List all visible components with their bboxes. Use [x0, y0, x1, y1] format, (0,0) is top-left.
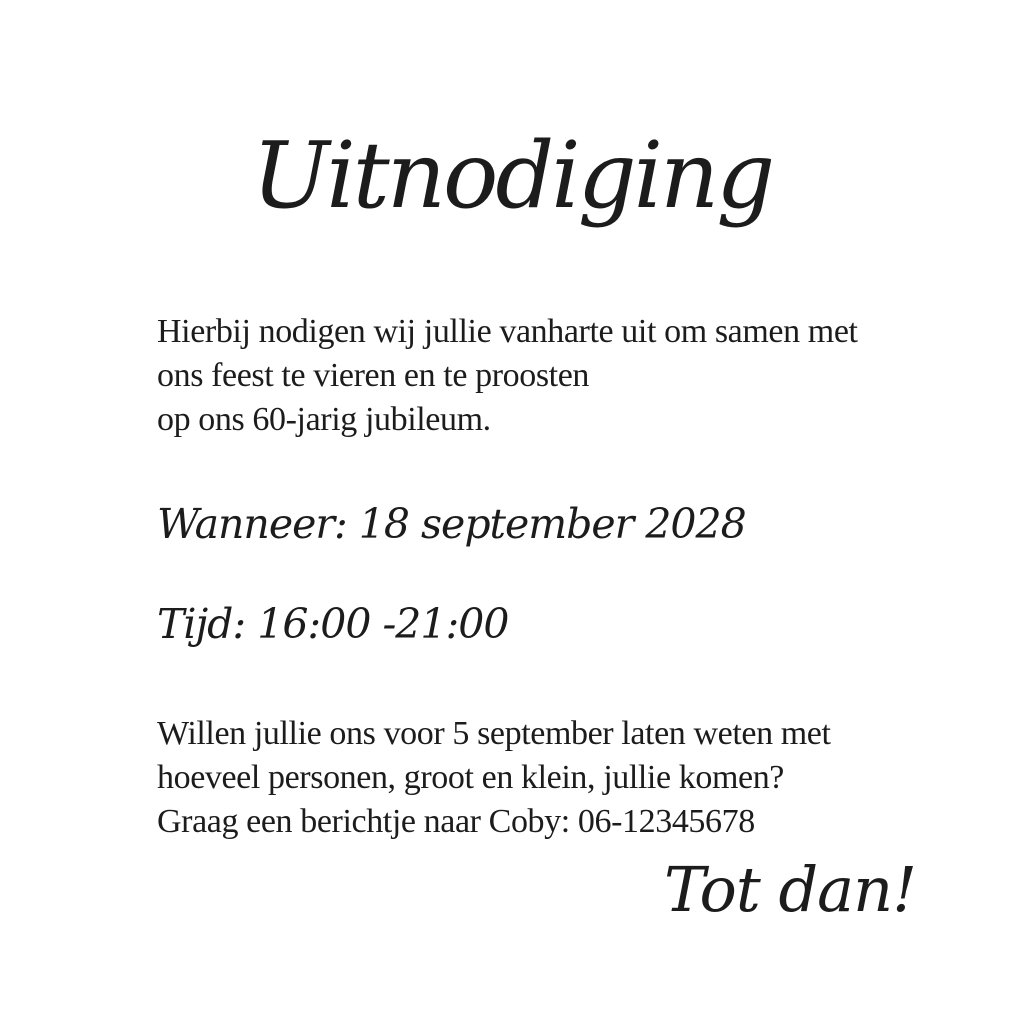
- event-date-line: Wanneer: 18 september 2028: [157, 500, 746, 548]
- intro-paragraph: [157, 310, 858, 442]
- intro-line-1: Hierbij nodigen wij jullie vanharte uit om samen met: [157, 313, 858, 350]
- rsvp-line-3: Graag een berichtje naar Coby: 06-12345678: [157, 803, 755, 840]
- invitation-title: Uitnodiging: [251, 122, 773, 229]
- rsvp-paragraph: [157, 712, 831, 844]
- intro-line-2: ons feest te vieren en te proosten: [157, 357, 590, 394]
- event-time-line: Tijd: 16:00 -21:00: [157, 600, 509, 648]
- closing-line: Tot dan!: [664, 853, 916, 926]
- intro-line-3: op ons 60-jarig jubileum.: [157, 401, 491, 438]
- rsvp-line-1: Willen jullie ons voor 5 september laten weten met: [157, 715, 831, 752]
- rsvp-line-2: hoeveel personen, groot en klein, jullie komen?: [157, 759, 785, 796]
